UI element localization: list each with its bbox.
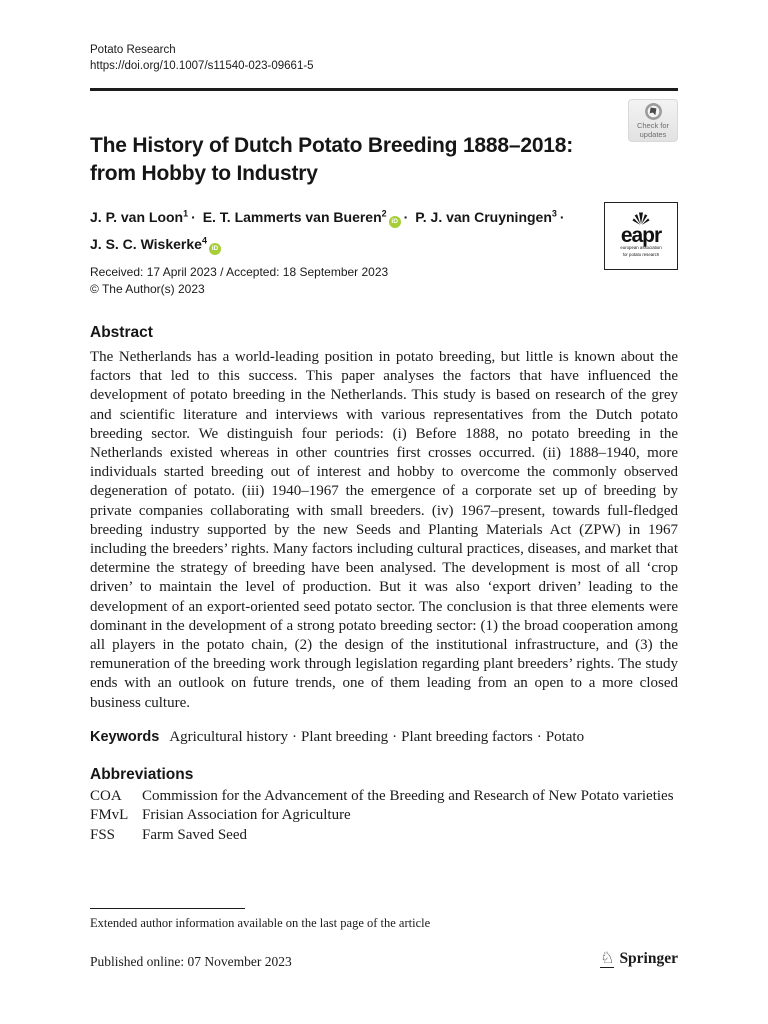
extended-author-footnote: Extended author information available on the last page of the article (90, 916, 431, 930)
eapr-subtitle-line-1: european association (620, 246, 662, 251)
author-line-1 (90, 201, 602, 229)
author-affiliation-sup: 2 (381, 208, 387, 218)
author-separator: · (403, 208, 409, 225)
springer-knight-icon (600, 951, 614, 968)
abbreviations-heading: Abbreviations (90, 765, 194, 783)
orcid-icon[interactable]: iD (389, 216, 401, 228)
abbreviation-definition: Frisian Association for Agriculture (142, 807, 351, 824)
received-accepted-line: Received: 17 April 2023 / Accepted: 18 September 2023 (90, 265, 389, 279)
abbreviation-term: COA (90, 787, 122, 804)
abbreviation-row (90, 826, 678, 846)
journal-header (90, 42, 314, 74)
author-name: J. S. C. Wiskerke$^4$ (90, 235, 207, 253)
article-body (90, 324, 678, 845)
eapr-wordmark: eapr (620, 224, 662, 247)
keyword: Potato (545, 728, 585, 745)
keywords-line (90, 729, 678, 746)
published-online-line: Published online: 07 November 2023 (90, 954, 292, 969)
keyword: Plant breeding factors (401, 728, 533, 745)
check-for-updates-icon (644, 102, 663, 121)
abbreviation-row (90, 787, 678, 807)
journal-name: Potato Research (90, 44, 176, 56)
abbreviation-term: FSS (90, 826, 116, 843)
keyword: Plant breeding (301, 728, 389, 745)
keyword-separator: · (536, 728, 542, 745)
keyword-separator: · (292, 728, 298, 745)
page-title (90, 132, 573, 187)
abstract-heading: Abstract (90, 324, 153, 341)
author-separator: · (559, 208, 565, 225)
abbreviation-term: FMvL (90, 807, 129, 824)
author-name: J. P. van Loon$^1$ (90, 208, 189, 225)
author-name: P. J. van Cruyningen$^3$ (415, 208, 557, 225)
abbreviation-row (90, 806, 678, 826)
abbreviation-definition: Commission for the Advancement of the Breeding and Research of New Potato varieties (142, 787, 674, 804)
copyright-line: © The Author(s) 2023 (90, 281, 205, 296)
orcid-icon[interactable]: iD (209, 243, 221, 255)
author-line-2 (90, 229, 602, 257)
author-list (90, 201, 602, 256)
title-line-1: The History of Dutch Potato Breeding 1888–2018: (90, 134, 574, 157)
check-for-updates-badge[interactable] (628, 99, 678, 142)
abbreviation-definition: Farm Saved Seed (142, 826, 247, 843)
author-affiliation-sup: 4 (201, 235, 207, 246)
author-affiliation-sup: 1 (183, 208, 189, 218)
springer-logo (600, 950, 678, 968)
footnote-divider (90, 908, 245, 909)
keyword: Agricultural history (169, 728, 289, 745)
author-separator: · (191, 208, 196, 225)
springer-wordmark: Springer (619, 950, 678, 967)
check-for-updates-label: Check for updates (636, 121, 670, 139)
author-name: E. T. Lammerts van Bueren$^2$ (202, 208, 387, 225)
header-divider (90, 88, 678, 91)
title-line-2: from Hobby to Industry (90, 161, 318, 185)
author-affiliation-sup: 3 (551, 208, 557, 218)
article-dates (90, 264, 388, 297)
keyword-separator: · (392, 728, 398, 745)
eapr-subtitle-line-2: for potato research (622, 253, 660, 258)
keywords-heading: Keywords (90, 728, 160, 745)
doi-link[interactable]: https://doi.org/10.1007/s11540-023-09661-5 (90, 60, 314, 72)
abstract-text: The Netherlands has a world-leading position in potato breeding, but little is known about the factors that led to this success. This paper analyses the factors that have influenced the development of potato breeding in the Netherlands. This study is based on research of the grey and scientific literature and interviews with various representatives from the Dutch potato breeding sector. We distinguish four periods: (i) Before 1888, no potato breeding in the Netherlands existed whereas in other countries first crosses occurred. (ii) 1888–1940, more individuals started breeding out of interest and hobby to overcome the commonly observed degeneration of potato. (iii) 1940–1967 the emergence of a corporate set up of breeding by private companies collaborating with small breeders. (iv) 1967–present, towards full-fledged breeding industry supported by the new Seeds and Planting Materials Act (ZPW) in 1967 including the breeders’ rights. Many factors including cultural practices, diseases, and market that determine the strategy of breeding have been analysed. The development is most of all ‘crop driven’ to maintain the level of production. But it was also ‘export driven’ leading to the development of an export-oriented seed potato sector. The conclusion is that three elements were dominant in the development of a strong potato breeding sector: (1) the broad cooperation among all players in the potato chain, (2) the design of the institutional infrastructure, and (3) the remuneration of the breeding work through legislation regarding plant breeders’ rights. The study ends with an outlook on future trends, one of them leading from an open to a more closed business culture. (90, 349, 678, 711)
eapr-logo (604, 202, 678, 270)
